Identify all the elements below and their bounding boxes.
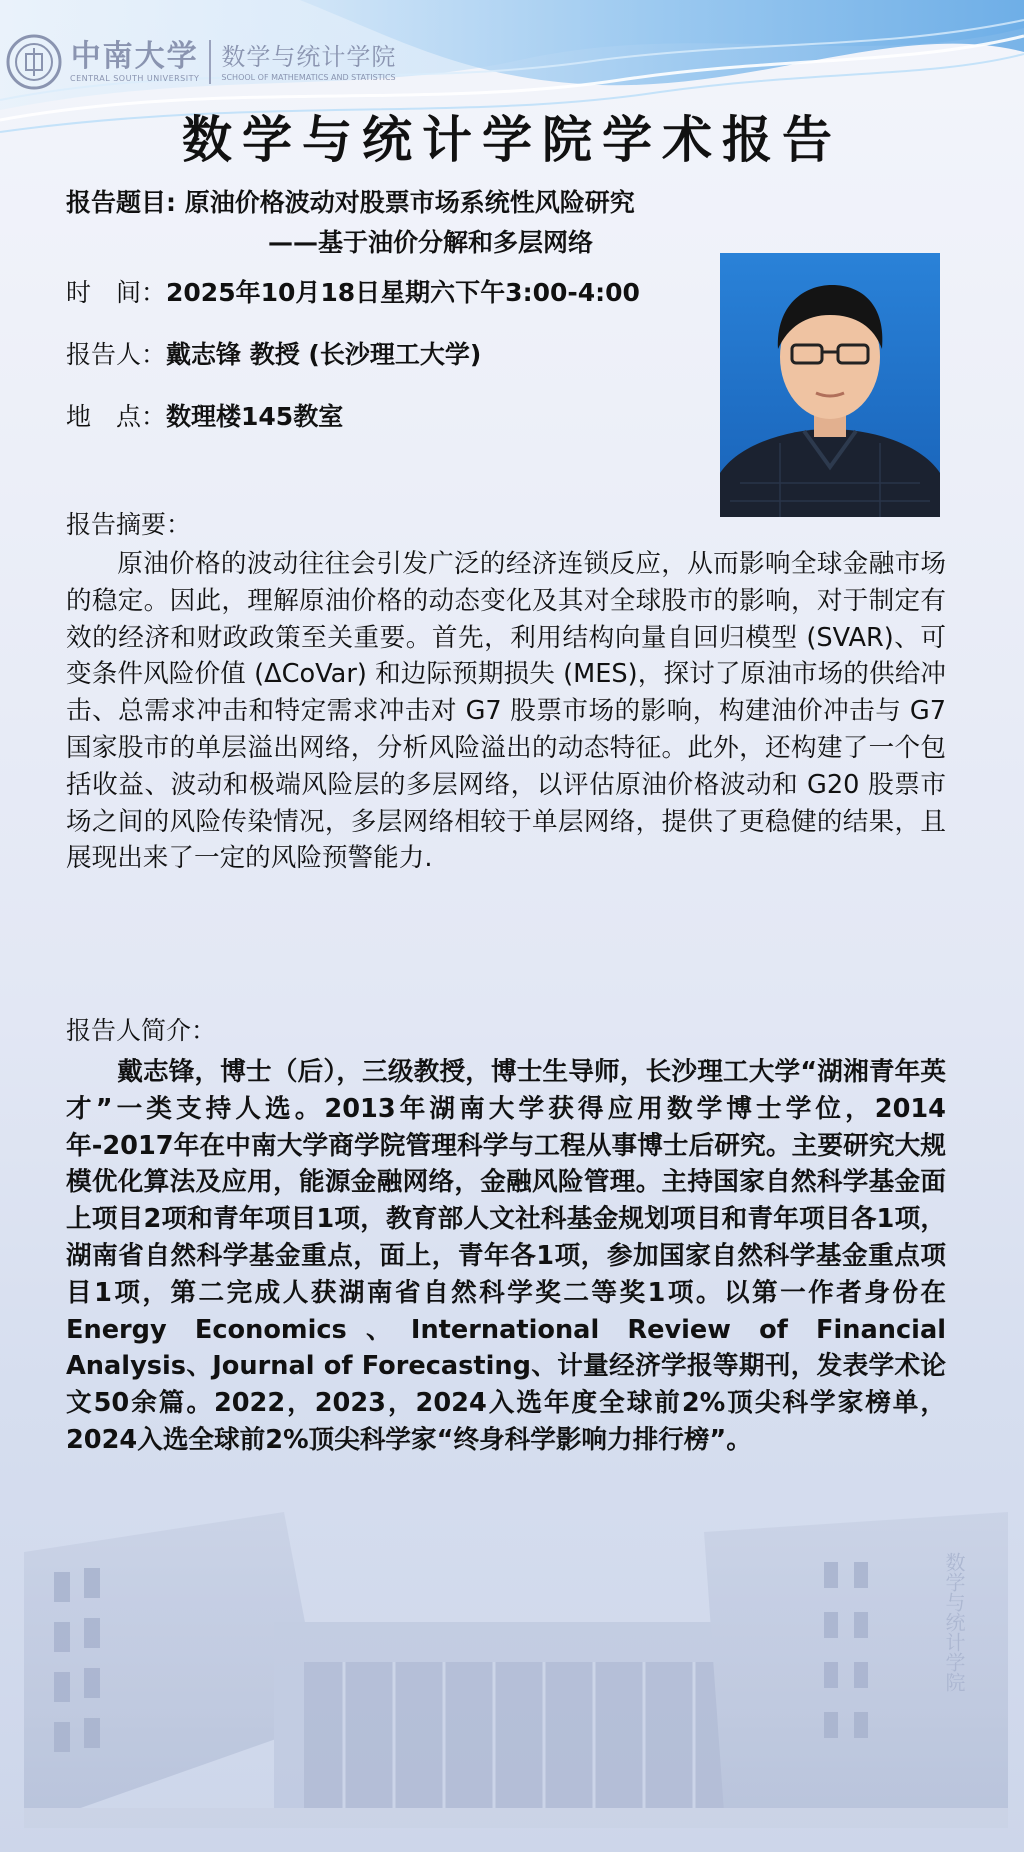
- school-name-cn: 数学与统计学院: [221, 43, 397, 71]
- abstract-heading: 报告摘要：: [66, 510, 192, 539]
- university-name: [70, 40, 199, 84]
- time-line: [66, 276, 640, 310]
- speaker-portrait-icon: [720, 253, 940, 517]
- university-logo: [6, 34, 396, 90]
- topic-label: 报告题目:: [66, 188, 176, 217]
- speaker-label: 报告人：: [66, 340, 167, 369]
- university-name-en: CENTRAL SOUTH UNIVERSITY: [70, 74, 200, 83]
- topic-value: 原油价格波动对股票市场系统性风险研究: [184, 188, 635, 217]
- speaker-value: 戴志锋 教授 (长沙理工大学): [166, 340, 482, 369]
- university-seal-icon: [6, 34, 62, 90]
- topic-subtitle: ——基于油价分解和多层网络: [268, 228, 594, 257]
- page-title: 数学与统计学院学术报告: [182, 110, 842, 169]
- bio-heading: 报告人简介：: [66, 1016, 217, 1045]
- university-name-cn: 中南大学: [70, 39, 199, 74]
- logo-divider: [209, 40, 211, 84]
- speaker-line: [66, 338, 481, 372]
- location-label: 地 点：: [66, 402, 167, 431]
- abstract-text: 原油价格的波动往往会引发广泛的经济连锁反应，从而影响全球金融市场的稳定。因此，理解原油价格的动态变化及其对全球股市的影响，对于制定有效的经济和财政政策至关重要。首先，利用结构向量自回归模型 (SVAR)、可变条件风险价值 (ΔCoVar) 和边际预期损失 (MES)，探讨了原油市场的供给冲击、总需求冲击和特定需求冲击对 G7 股票市场的影响，构建油价冲击与 G7 国家股市的单层溢出网络，分析风险溢出的动态特征。此外，还构建了一个包括收益、波动和极端风险层的多层网络，以评估原油价格波动和 G20 股票市场之间的风险传染情况，多层网络相较于单层网络，提供了更稳健的结果，且展现出来了一定的风险预警能力.: [66, 549, 946, 874]
- bio-text: 戴志锋，博士（后），三级教授，博士生导师，长沙理工大学“湖湘青年英才”一类支持人选。2013年湖南大学获得应用数学博士学位，2014年-2017年在中南大学商学院管理科学与工程从事博士后研究。主要研究大规模优化算法及应用，能源金融网络，金融风险管理。主持国家自然科学基金面上项目2项和青年项目1项，教育部人文社科基金规划项目和青年项目各1项，湖南省自然科学基金重点，面上，青年各1项，参加国家自然科学基金重点项目1项，第二完成人获湖南省自然科学奖二等奖1项。以第一作者身份在Energy Economics、International Review of Financial Analysis、Journal of Forecasting、计量经济学报等期刊，发表学术论文50余篇。2022，2023，2024入选年度全球前2%顶尖科学家榜单， 2024入选全球前2%顶尖科学家“终身科学影响力排行榜”。: [66, 1057, 946, 1455]
- campus-building-image: [24, 1512, 1008, 1828]
- time-value: 2025年10月18日星期六下午3:00-4:00: [166, 278, 640, 307]
- building-sign-text: 数学与统计学院: [942, 1552, 966, 1692]
- school-name-en: SCHOOL OF MATHEMATICS AND STATISTICS: [221, 73, 396, 82]
- school-name: [221, 41, 396, 83]
- speaker-photo: [720, 253, 940, 517]
- location-line: [66, 400, 343, 434]
- topic-line: [66, 186, 635, 220]
- time-label: 时 间：: [66, 278, 167, 307]
- location-value: 数理楼145教室: [166, 402, 344, 431]
